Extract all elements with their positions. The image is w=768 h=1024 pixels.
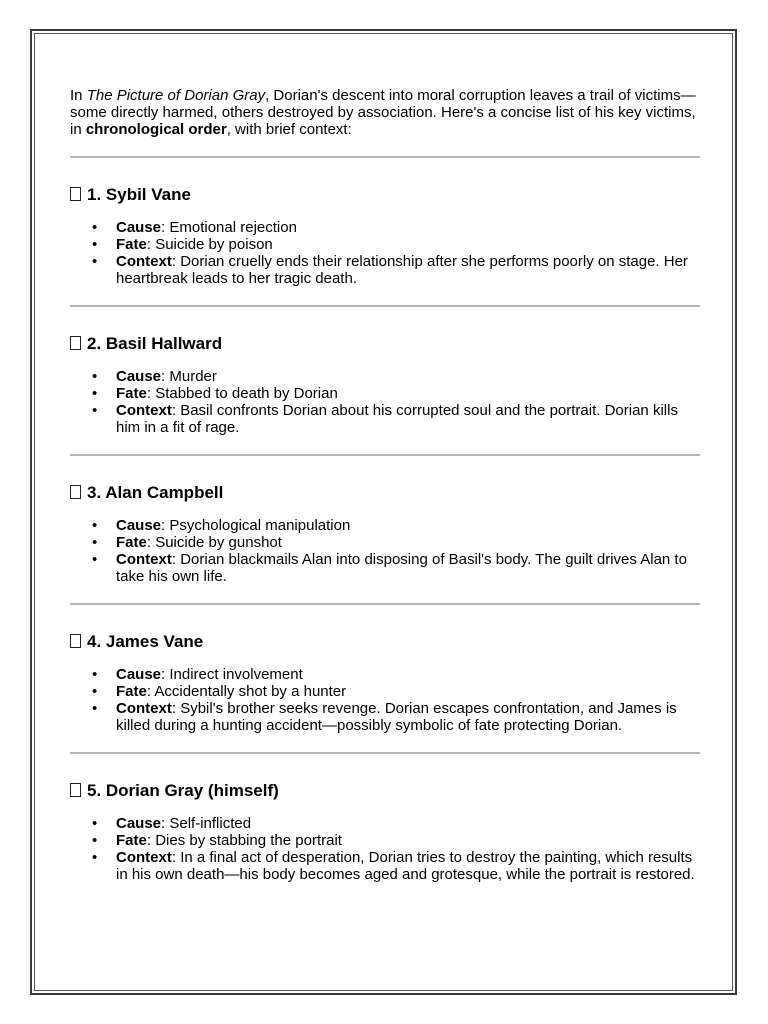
context-label: Context	[116, 253, 172, 270]
label-separator: :	[161, 517, 170, 534]
victim-cause-item	[116, 666, 700, 683]
victim-details-list	[70, 368, 700, 436]
context-label: Context	[116, 402, 172, 419]
fate-label: Fate	[116, 385, 147, 402]
victim-details-list	[70, 517, 700, 585]
cause-label: Cause	[116, 517, 162, 534]
label-separator: :	[161, 219, 170, 236]
context-label: Context	[116, 849, 172, 866]
cause-value: Murder	[169, 368, 217, 385]
divider	[70, 305, 700, 307]
label-separator: :	[161, 666, 170, 683]
victim-fate-item	[116, 534, 700, 551]
missing-glyph-icon	[70, 783, 81, 797]
cause-value: Psychological manipulation	[169, 517, 351, 534]
cause-value: Indirect involvement	[169, 666, 303, 683]
context-value: In a final act of desperation, Dorian tries to destroy the painting, which results in his own death—his body becomes aged and grotesque, while the portrait is restored.	[116, 849, 695, 883]
victim-section	[70, 185, 700, 307]
fate-value: Stabbed to death by Dorian	[155, 385, 338, 402]
victim-fate-item	[116, 683, 700, 700]
victim-context-item	[116, 700, 700, 734]
victim-section	[70, 781, 700, 883]
fate-value: Dies by stabbing the portrait	[155, 832, 342, 849]
label-separator: :	[161, 368, 170, 385]
fate-label: Fate	[116, 832, 147, 849]
divider	[70, 603, 700, 605]
missing-glyph-icon	[70, 336, 81, 350]
cause-value: Emotional rejection	[169, 219, 297, 236]
divider	[70, 156, 700, 158]
victim-heading-text: 2. Basil Hallward	[87, 334, 223, 353]
victim-section	[70, 483, 700, 605]
victim-section	[70, 632, 700, 754]
intro-suffix: , with brief context:	[226, 121, 352, 138]
context-value: Dorian cruelly ends their relationship after she performs poorly on stage. Her heartbreak leads to her tragic death.	[116, 253, 688, 287]
victim-heading	[70, 632, 700, 652]
fate-value: Suicide by gunshot	[155, 534, 282, 551]
victim-context-item	[116, 849, 700, 883]
divider	[70, 454, 700, 456]
victim-details-list	[70, 219, 700, 287]
victim-cause-item	[116, 368, 700, 385]
victim-heading-text: 4. James Vane	[87, 632, 204, 651]
context-value: Basil confronts Dorian about his corrupted soul and the portrait. Dorian kills him in a fit of rage.	[116, 402, 678, 436]
intro-paragraph	[70, 87, 700, 138]
cause-value: Self-inflicted	[169, 815, 252, 832]
label-separator: :	[171, 700, 181, 717]
victim-heading-text: 3. Alan Campbell	[87, 483, 224, 502]
victim-fate-item	[116, 385, 700, 402]
victim-context-item	[116, 551, 700, 585]
victim-context-item	[116, 253, 700, 287]
victim-heading	[70, 334, 700, 354]
divider	[70, 752, 700, 754]
victim-heading	[70, 185, 700, 205]
victim-fate-item	[116, 236, 700, 253]
fate-label: Fate	[116, 534, 147, 551]
victim-heading-text: 5. Dorian Gray (himself)	[87, 781, 279, 800]
fate-label: Fate	[116, 683, 147, 700]
victim-cause-item	[116, 517, 700, 534]
context-label: Context	[116, 551, 172, 568]
victim-context-item	[116, 402, 700, 436]
label-separator: :	[146, 683, 155, 700]
fate-value: Accidentally shot by a hunter	[154, 683, 347, 700]
context-label: Context	[116, 700, 172, 717]
label-separator: :	[146, 832, 156, 849]
label-separator: :	[161, 815, 170, 832]
intro-prefix: In	[70, 87, 87, 104]
label-separator: :	[171, 402, 181, 419]
cause-label: Cause	[116, 666, 162, 683]
label-separator: :	[146, 534, 156, 551]
victim-heading	[70, 483, 700, 503]
victim-heading-text: 1. Sybil Vane	[87, 185, 191, 204]
label-separator: :	[146, 236, 156, 253]
label-separator: :	[171, 849, 181, 866]
missing-glyph-icon	[70, 187, 81, 201]
victim-list	[70, 185, 700, 883]
victim-details-list	[70, 666, 700, 734]
cause-label: Cause	[116, 815, 162, 832]
label-separator: :	[146, 385, 156, 402]
context-value: Dorian blackmails Alan into disposing of Basil's body. The guilt drives Alan to take his own life.	[116, 551, 687, 585]
cause-label: Cause	[116, 368, 162, 385]
document-body	[70, 87, 700, 883]
intro-middle: , Dorian's descent into moral corruption leaves a trail of victims—some directly harmed, others destroyed by association. Here's a concise list of his key victims, in	[70, 87, 696, 138]
book-title: The Picture of Dorian Gray	[86, 87, 266, 104]
missing-glyph-icon	[70, 485, 81, 499]
fate-value: Suicide by poison	[155, 236, 273, 253]
victim-fate-item	[116, 832, 700, 849]
fate-label: Fate	[116, 236, 147, 253]
victim-heading	[70, 781, 700, 801]
missing-glyph-icon	[70, 634, 81, 648]
victim-section	[70, 334, 700, 456]
victim-details-list	[70, 815, 700, 883]
victim-cause-item	[116, 815, 700, 832]
label-separator: :	[171, 551, 181, 568]
label-separator: :	[171, 253, 181, 270]
context-value: Sybil's brother seeks revenge. Dorian escapes confrontation, and James is killed during a hunting accident—possibly symbolic of fate protecting Dorian.	[116, 700, 677, 734]
intro-emphasis: chronological order	[85, 121, 227, 138]
victim-cause-item	[116, 219, 700, 236]
cause-label: Cause	[116, 219, 162, 236]
